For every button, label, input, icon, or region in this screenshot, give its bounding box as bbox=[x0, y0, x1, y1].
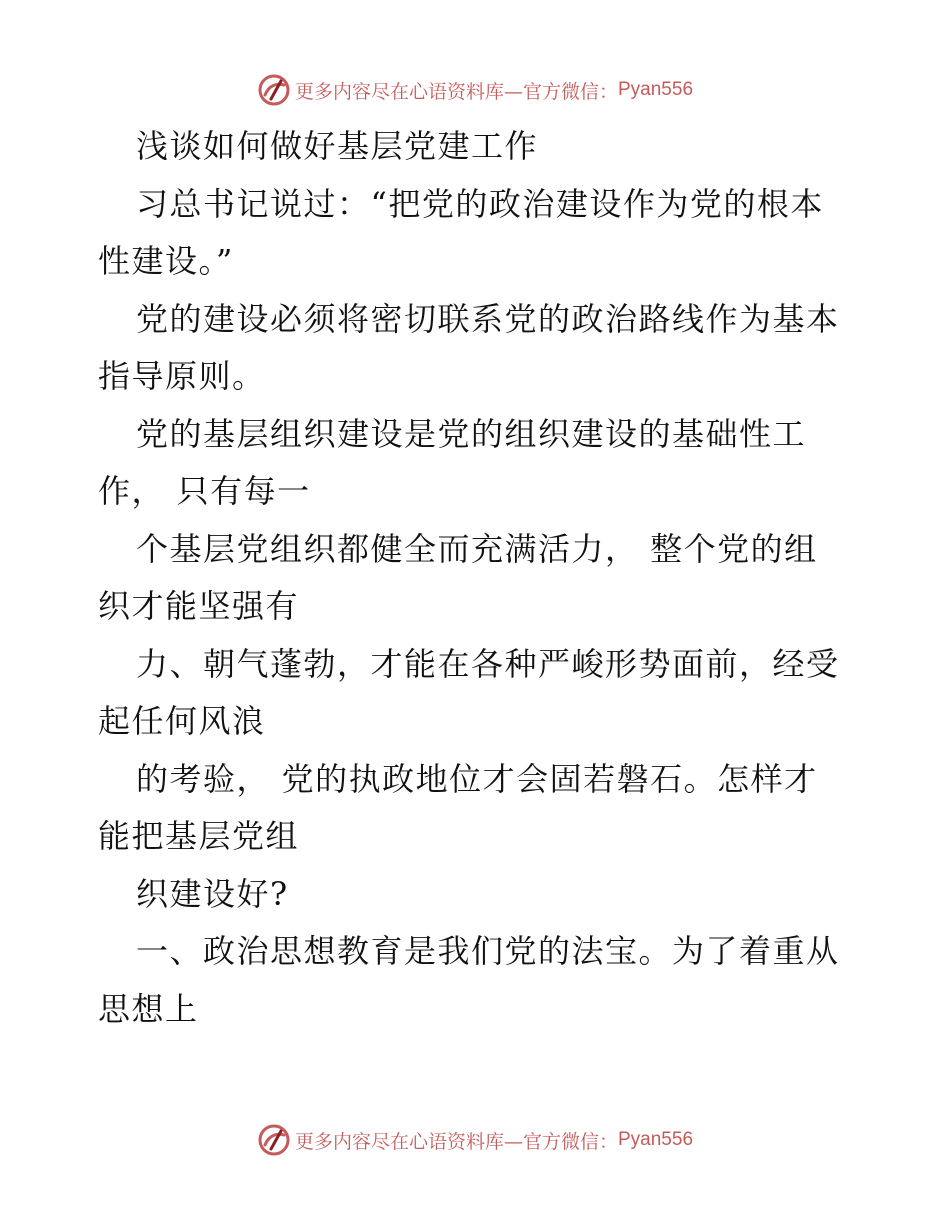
paragraph-line: 指导原则。 bbox=[98, 357, 266, 395]
paragraph-line: 党的建设必须将密切联系党的政治路线作为基本 bbox=[136, 299, 840, 338]
paragraph-line: 个基层党组织都健全而充满活力， 整个党的组 bbox=[136, 529, 818, 568]
header-banner bbox=[0, 70, 950, 110]
brand-logo-icon bbox=[257, 1123, 291, 1157]
paragraph-line: 起任何风浪 bbox=[98, 702, 266, 740]
paragraph-line: 习总书记说过：“把党的政治建设作为党的根本 bbox=[136, 184, 824, 223]
footer-banner bbox=[0, 1120, 950, 1160]
paragraph-line: 作， 只有每一 bbox=[98, 472, 311, 510]
paragraph-line: 织建设好? bbox=[136, 874, 289, 913]
footer-banner-wechat-id: Pyan556 bbox=[618, 1129, 694, 1150]
paragraph-line: 的考验， 党的执政地位才会固若磐石。怎样才 bbox=[136, 759, 818, 798]
document-title: 浅谈如何做好基层党建工作 bbox=[136, 127, 539, 165]
header-banner-text: 更多内容尽在心语资料库—官方微信： bbox=[294, 80, 618, 103]
paragraph-line: 党的基层组织建设是党的组织建设的基础性工 bbox=[136, 414, 807, 453]
paragraph-line: 力、朝气蓬勃，才能在各种严峻形势面前，经受 bbox=[136, 644, 840, 683]
paragraph-line: 织才能坚强有 bbox=[98, 587, 300, 625]
document-body bbox=[98, 118, 858, 1038]
paragraph-line: 性建设。” bbox=[98, 242, 234, 280]
header-banner-wechat-id: Pyan556 bbox=[618, 79, 694, 100]
footer-banner-text: 更多内容尽在心语资料库—官方微信： bbox=[294, 1130, 618, 1153]
paragraph-line: 一、政治思想教育是我们党的法宝。为了着重从 bbox=[136, 932, 840, 970]
brand-logo-icon bbox=[257, 73, 291, 107]
paragraph-line: 思想上 bbox=[98, 989, 199, 1028]
paragraph-line: 能把基层党组 bbox=[98, 817, 300, 855]
